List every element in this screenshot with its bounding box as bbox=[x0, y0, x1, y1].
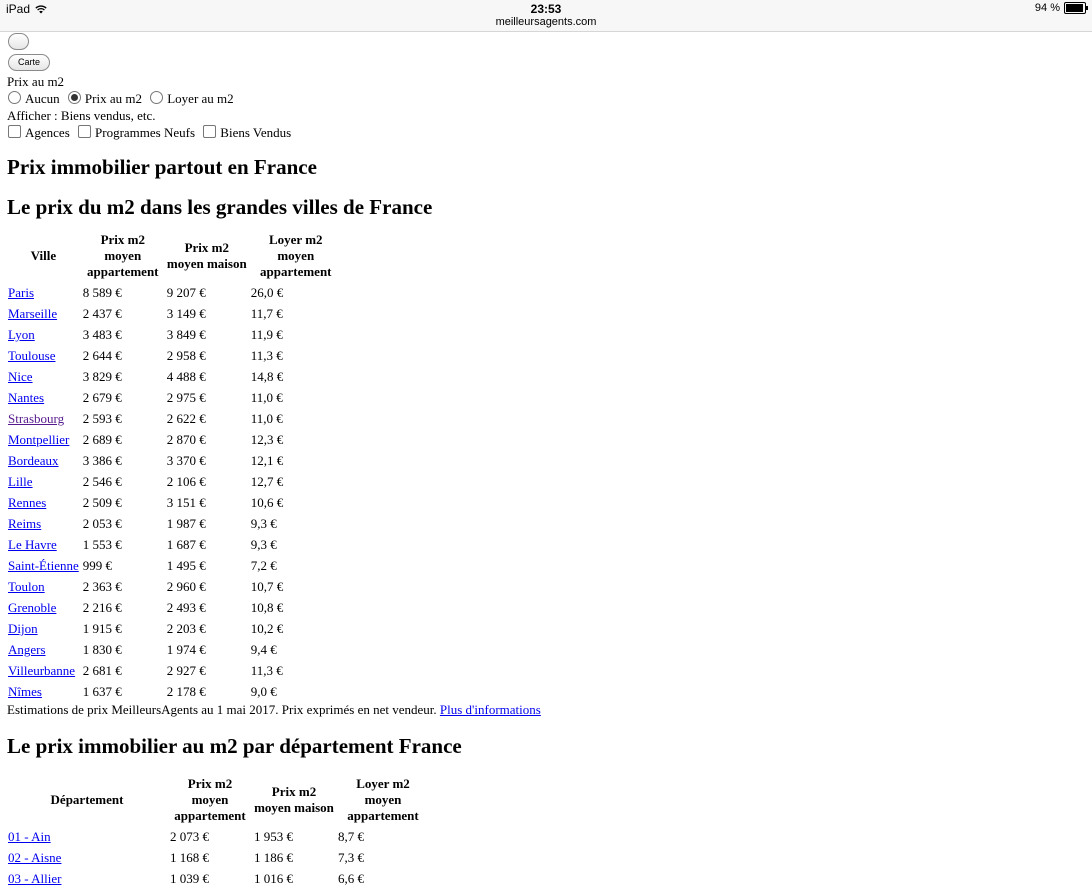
departement-link[interactable]: 02 - Aisne bbox=[8, 850, 62, 865]
value-cell: 11,9 € bbox=[250, 327, 283, 342]
value-cell: 1 168 € bbox=[170, 850, 209, 865]
value-cell: 2 689 € bbox=[82, 432, 122, 447]
value-cell: 2 053 € bbox=[82, 516, 122, 531]
city-link[interactable]: Montpellier bbox=[8, 432, 70, 447]
city-link[interactable]: Dijon bbox=[8, 621, 38, 636]
city-link[interactable]: Angers bbox=[8, 642, 46, 657]
table-row bbox=[7, 640, 342, 659]
value-cell: 3 483 € bbox=[82, 327, 122, 342]
radio-button[interactable] bbox=[150, 91, 163, 104]
cities-heading: Le prix du m2 dans les grandes villes de France bbox=[7, 195, 433, 219]
value-cell: 1 553 € bbox=[82, 537, 122, 552]
city-link[interactable]: Bordeaux bbox=[8, 453, 59, 468]
address-bar-url[interactable]: meilleursagents.com bbox=[495, 16, 597, 28]
table-row bbox=[7, 304, 342, 323]
value-cell: 2 509 € bbox=[82, 495, 122, 510]
value-cell: 3 370 € bbox=[166, 453, 206, 468]
city-link[interactable]: Nantes bbox=[8, 390, 45, 405]
table-row bbox=[7, 577, 342, 596]
value-cell: 2 493 € bbox=[166, 600, 206, 615]
departments-heading: Le prix immobilier au m2 par département France bbox=[7, 734, 462, 758]
city-cell bbox=[7, 640, 80, 659]
city-cell bbox=[7, 451, 80, 470]
value-cell: 2 203 € bbox=[166, 621, 206, 636]
city-cell bbox=[7, 493, 80, 512]
value-cell: 10,8 € bbox=[250, 600, 284, 615]
city-link[interactable]: Paris bbox=[8, 285, 34, 300]
radio-loyer[interactable]: Loyer au m2 bbox=[149, 91, 237, 106]
value-cell: 2 679 € bbox=[82, 390, 122, 405]
column-header-ville: Ville bbox=[30, 248, 57, 263]
table-row bbox=[7, 619, 342, 638]
value-cell: 3 386 € bbox=[82, 453, 122, 468]
value-cell: 2 593 € bbox=[82, 411, 122, 426]
value-cell: 11,3 € bbox=[250, 348, 283, 363]
value-cell: 7,2 € bbox=[250, 558, 277, 573]
clock: 23:53 bbox=[530, 2, 562, 16]
checkbox[interactable] bbox=[78, 125, 91, 138]
cities-table bbox=[5, 229, 344, 703]
value-cell: 26,0 € bbox=[250, 285, 284, 300]
table-row bbox=[7, 535, 342, 554]
layer-radio-group bbox=[7, 90, 1087, 107]
table-row bbox=[7, 869, 429, 888]
city-cell bbox=[7, 409, 80, 428]
table-row bbox=[7, 682, 342, 701]
status-right bbox=[1035, 2, 1086, 14]
value-cell: 1 186 € bbox=[254, 850, 293, 865]
value-cell: 10,7 € bbox=[250, 579, 284, 594]
city-link[interactable]: Le Havre bbox=[8, 537, 57, 552]
value-cell: 2 216 € bbox=[82, 600, 122, 615]
city-link[interactable]: Strasbourg bbox=[8, 411, 65, 426]
table-row bbox=[7, 598, 342, 617]
value-cell: 9 207 € bbox=[166, 285, 206, 300]
city-cell bbox=[7, 388, 80, 407]
value-cell: 9,0 € bbox=[250, 684, 277, 699]
layer-checkbox-group bbox=[7, 124, 1087, 141]
value-cell: 2 546 € bbox=[82, 474, 122, 489]
value-cell: 8,7 € bbox=[338, 829, 364, 844]
column-header-loyer-appartement: Loyer m2 moyen appartement bbox=[347, 776, 419, 823]
city-link[interactable]: Villeurbanne bbox=[8, 663, 76, 678]
city-cell bbox=[7, 598, 80, 617]
value-cell: 1 637 € bbox=[82, 684, 122, 699]
city-cell bbox=[7, 682, 80, 701]
city-cell bbox=[7, 619, 80, 638]
value-cell: 1 953 € bbox=[254, 829, 293, 844]
value-cell: 9,4 € bbox=[250, 642, 277, 657]
battery-percent: 94 % bbox=[1034, 2, 1060, 14]
value-cell: 11,0 € bbox=[250, 411, 283, 426]
city-link[interactable]: Saint-Étienne bbox=[8, 558, 79, 573]
table-row bbox=[7, 409, 342, 428]
estimation-note bbox=[7, 701, 1087, 718]
departments-table-body bbox=[7, 827, 429, 888]
table-row bbox=[7, 556, 342, 575]
table-header-row bbox=[7, 231, 342, 281]
city-cell bbox=[7, 577, 80, 596]
value-cell: 10,2 € bbox=[250, 621, 284, 636]
page-content bbox=[7, 32, 1087, 890]
value-cell: 12,7 € bbox=[250, 474, 284, 489]
value-cell: 11,7 € bbox=[250, 306, 283, 321]
value-cell: 1 495 € bbox=[166, 558, 206, 573]
column-header-prix-maison: Prix m2 moyen maison bbox=[254, 784, 334, 815]
radio-button-selected[interactable] bbox=[68, 91, 81, 104]
value-cell: 3 151 € bbox=[166, 495, 206, 510]
city-cell bbox=[7, 514, 80, 533]
value-cell: 2 437 € bbox=[82, 306, 122, 321]
value-cell: 1 915 € bbox=[82, 621, 122, 636]
table-row bbox=[7, 514, 342, 533]
value-cell: 2 960 € bbox=[166, 579, 206, 594]
column-header-loyer-appartement: Loyer m2 moyen appartement bbox=[260, 232, 332, 279]
radio-prix[interactable]: Prix au m2 bbox=[67, 91, 146, 106]
value-cell: 3 849 € bbox=[166, 327, 206, 342]
departement-cell bbox=[7, 848, 167, 867]
city-cell bbox=[7, 304, 80, 323]
map-toggle-button[interactable] bbox=[8, 33, 29, 50]
value-cell: 1 039 € bbox=[170, 871, 209, 886]
value-cell: 2 363 € bbox=[82, 579, 122, 594]
device-label: iPad bbox=[6, 2, 31, 16]
table-row bbox=[7, 661, 342, 680]
table-row bbox=[7, 848, 429, 867]
city-link[interactable]: Grenoble bbox=[8, 600, 57, 615]
value-cell: 14,8 € bbox=[250, 369, 284, 384]
table-row bbox=[7, 283, 342, 302]
value-cell: 1 830 € bbox=[82, 642, 122, 657]
city-cell bbox=[7, 535, 80, 554]
value-cell: 2 106 € bbox=[166, 474, 206, 489]
value-cell: 2 870 € bbox=[166, 432, 206, 447]
column-header-prix-maison: Prix m2 moyen maison bbox=[166, 240, 247, 271]
page-title: Prix immobilier partout en France bbox=[7, 155, 317, 179]
radio-aucun[interactable]: Aucun bbox=[7, 91, 64, 106]
table-row bbox=[7, 325, 342, 344]
value-cell: 2 975 € bbox=[166, 390, 206, 405]
value-cell: 4 488 € bbox=[166, 369, 206, 384]
city-cell bbox=[7, 661, 80, 680]
departement-link[interactable]: 01 - Ain bbox=[8, 829, 51, 844]
column-header-departement: Département bbox=[50, 792, 124, 807]
afficher-label: Afficher : Biens vendus, etc. bbox=[7, 108, 156, 123]
checkbox[interactable] bbox=[8, 125, 21, 138]
value-cell: 3 829 € bbox=[82, 369, 122, 384]
value-cell: 1 016 € bbox=[254, 871, 293, 886]
value-cell: 9,3 € bbox=[250, 516, 277, 531]
table-row bbox=[7, 451, 342, 470]
city-link[interactable]: Nice bbox=[8, 369, 33, 384]
value-cell: 3 149 € bbox=[166, 306, 206, 321]
value-cell: 2 644 € bbox=[82, 348, 122, 363]
more-info-link[interactable]: Plus d'informations bbox=[439, 702, 541, 717]
city-cell bbox=[7, 325, 80, 344]
carte-button[interactable]: Carte bbox=[8, 54, 50, 71]
table-row bbox=[7, 367, 342, 386]
value-cell: 8 589 € bbox=[82, 285, 122, 300]
table-row bbox=[7, 493, 342, 512]
value-cell: 10,6 € bbox=[250, 495, 284, 510]
value-cell: 7,3 € bbox=[338, 850, 364, 865]
value-cell: 9,3 € bbox=[250, 537, 277, 552]
value-cell: 2 178 € bbox=[166, 684, 206, 699]
city-cell bbox=[7, 346, 80, 365]
table-row bbox=[7, 388, 342, 407]
departement-cell bbox=[7, 827, 167, 846]
city-link[interactable]: Rennes bbox=[8, 495, 47, 510]
column-header-prix-appartement: Prix m2 moyen appartement bbox=[174, 776, 246, 823]
city-link[interactable]: Toulon bbox=[8, 579, 45, 594]
departments-table bbox=[5, 773, 431, 890]
city-cell bbox=[7, 430, 80, 449]
city-cell bbox=[7, 367, 80, 386]
value-cell: 2 927 € bbox=[166, 663, 206, 678]
city-cell bbox=[7, 556, 80, 575]
table-row bbox=[7, 346, 342, 365]
city-cell bbox=[7, 472, 80, 491]
status-bar bbox=[0, 0, 1092, 32]
checkbox[interactable] bbox=[203, 125, 216, 138]
departement-link[interactable]: 03 - Allier bbox=[8, 871, 62, 886]
value-cell: 1 974 € bbox=[166, 642, 206, 657]
value-cell: 2 681 € bbox=[82, 663, 122, 678]
city-link[interactable]: Lyon bbox=[8, 327, 35, 342]
city-link[interactable]: Lille bbox=[8, 474, 33, 489]
city-link[interactable]: Reims bbox=[8, 516, 42, 531]
checkbox-biens-vendus[interactable]: Biens Vendus bbox=[202, 125, 295, 140]
checkbox-programmes-neufs[interactable]: Programmes Neufs bbox=[77, 125, 199, 140]
value-cell: 11,3 € bbox=[250, 663, 283, 678]
city-link[interactable]: Nîmes bbox=[8, 684, 42, 699]
radio-button[interactable] bbox=[8, 91, 21, 104]
table-row bbox=[7, 430, 342, 449]
table-row bbox=[7, 472, 342, 491]
checkbox-agences[interactable]: Agences bbox=[7, 125, 74, 140]
value-cell: 1 687 € bbox=[166, 537, 206, 552]
value-cell: 6,6 € bbox=[338, 871, 364, 886]
estimation-text: Estimations de prix MeilleursAgents au 1 mai 2017. Prix exprimés en net vendeur. bbox=[7, 702, 437, 717]
departement-cell bbox=[7, 869, 167, 888]
value-cell: 12,3 € bbox=[250, 432, 284, 447]
value-cell: 12,1 € bbox=[250, 453, 284, 468]
city-link[interactable]: Marseille bbox=[8, 306, 58, 321]
value-cell: 11,0 € bbox=[250, 390, 283, 405]
table-row bbox=[7, 827, 429, 846]
value-cell: 2 958 € bbox=[166, 348, 206, 363]
battery-icon bbox=[1064, 2, 1086, 14]
column-header-prix-appartement: Prix m2 moyen appartement bbox=[87, 232, 159, 279]
value-cell: 2 073 € bbox=[170, 829, 209, 844]
city-cell bbox=[7, 283, 80, 302]
value-cell: 2 622 € bbox=[166, 411, 206, 426]
city-link[interactable]: Toulouse bbox=[8, 348, 56, 363]
cities-table-body bbox=[7, 283, 342, 701]
map-layer-title: Prix au m2 bbox=[7, 74, 65, 89]
value-cell: 999 € bbox=[82, 558, 113, 573]
value-cell: 1 987 € bbox=[166, 516, 206, 531]
